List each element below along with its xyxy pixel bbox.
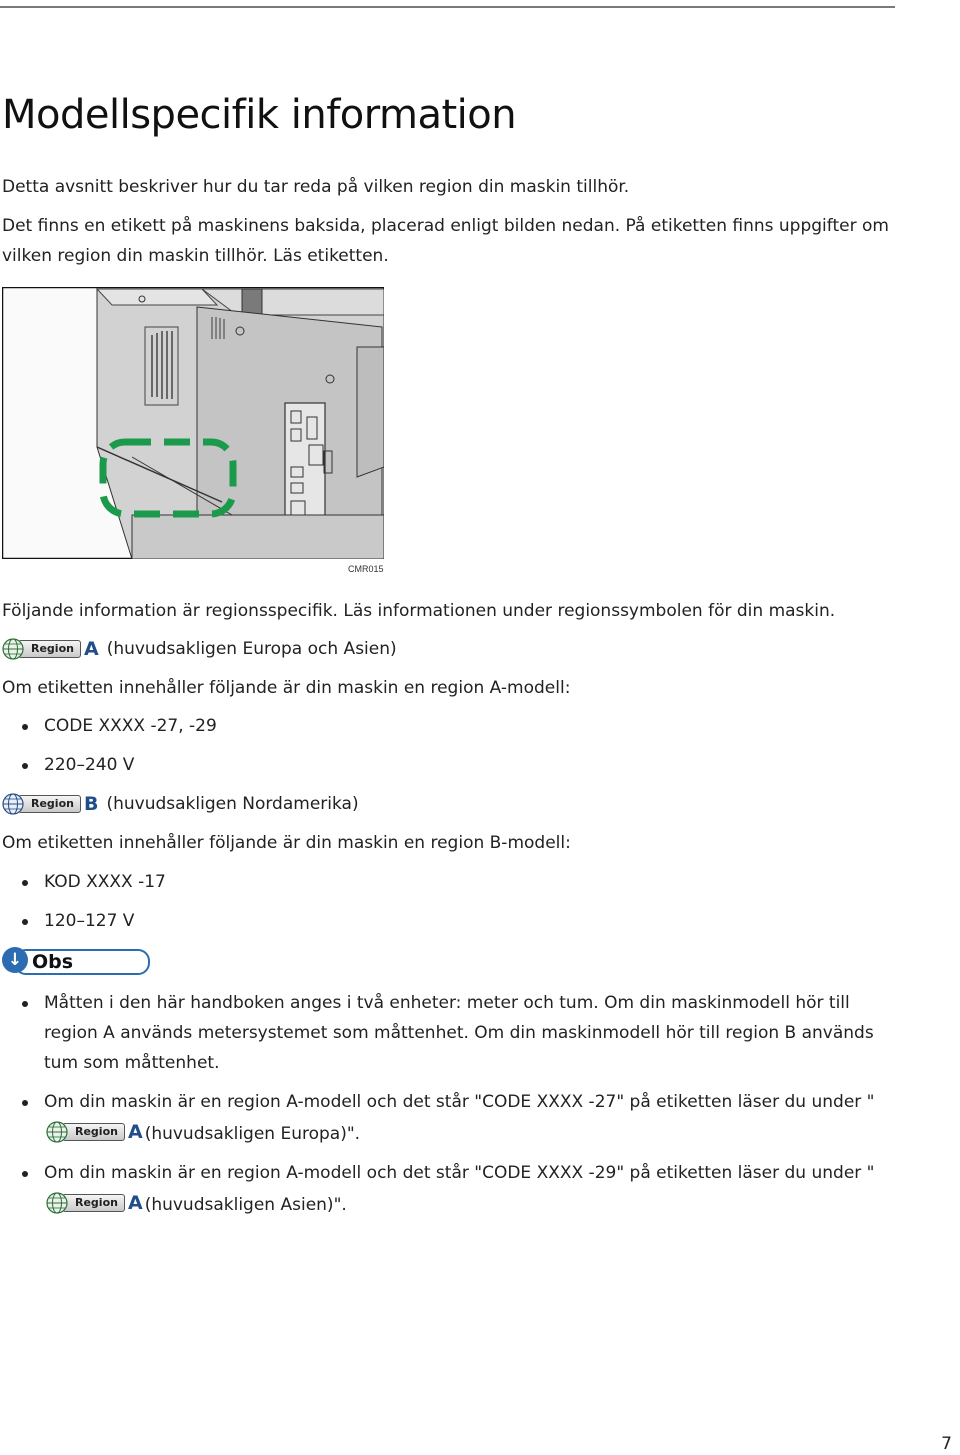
arrow-down-icon: ↓ (2, 947, 28, 973)
list-item: 220–240 V (22, 750, 217, 789)
region-a-letter: A (127, 1121, 143, 1143)
list-item: 120–127 V (22, 906, 166, 945)
obs-label: Obs (32, 951, 74, 973)
region-a-badge (46, 1188, 143, 1218)
intro-line-3: vilken region din maskin tillhör. Läs etiketten. (2, 246, 389, 266)
region-b-list (22, 867, 166, 945)
region-b-description: (huvudsakligen Nordamerika) (106, 794, 359, 814)
note-text: (huvudsakligen Europa)". (144, 1124, 361, 1144)
region-a-heading (2, 634, 397, 664)
region-a-badge (46, 1117, 143, 1147)
region-badge-label: Region (18, 640, 81, 658)
list-item (22, 1158, 892, 1220)
region-a-letter: A (83, 638, 99, 660)
region-b-letter: B (83, 793, 99, 815)
region-badge-label: Region (62, 1123, 125, 1141)
note-text: (huvudsakligen Asien)". (144, 1195, 347, 1215)
intro-line-2: Det finns en etikett på maskinens baksida, placerad enligt bilden nedan. På etiketten finns uppgifter om (2, 216, 889, 236)
region-a-list (22, 711, 217, 789)
region-badge-label: Region (62, 1194, 125, 1212)
obs-note-header (2, 947, 148, 975)
region-a-badge (2, 638, 99, 660)
region-info-text: Följande information är regionsspecifik. Läs informationen under regionssymbolen för din maskin. (2, 601, 836, 621)
list-item: CODE XXXX -27, -29 (22, 711, 217, 750)
figure-label: CMR015 (348, 564, 384, 574)
obs-notes-list (22, 988, 892, 1229)
globe-icon (2, 793, 24, 815)
globe-icon (46, 1121, 68, 1143)
region-a-description: (huvudsakligen Europa och Asien) (106, 639, 397, 659)
intro-line-1: Detta avsnitt beskriver hur du tar reda på vilken region din maskin tillhör. (2, 177, 630, 197)
page-title: Modellspecifik information (2, 92, 517, 138)
region-a-intro: Om etiketten innehåller följande är din maskin en region A-modell: (2, 678, 571, 698)
region-b-badge (2, 793, 98, 815)
note-text: Om din maskin är en region A-modell och det står "CODE XXXX -29" på etiketten läser du under " (44, 1163, 875, 1183)
region-b-heading (2, 789, 359, 819)
list-item (22, 1087, 892, 1149)
region-a-letter: A (127, 1192, 143, 1214)
globe-icon (46, 1192, 68, 1214)
region-badge-label: Region (18, 795, 81, 813)
list-item: KOD XXXX -17 (22, 867, 166, 906)
note-text: Om din maskin är en region A-modell och det står "CODE XXXX -27" på etiketten läser du under " (44, 1092, 875, 1112)
globe-icon (2, 638, 24, 660)
page-number: 7 (941, 1434, 952, 1454)
top-rule (0, 6, 895, 8)
note-text: Måtten i den här handboken anges i två enheter: meter och tum. Om din maskinmodell hör till region A används metersystemet som måttenhet. Om din maskinmodell hör till region B används tum som måttenhet. (44, 993, 874, 1073)
list-item (22, 988, 892, 1078)
region-b-intro: Om etiketten innehåller följande är din maskin en region B-modell: (2, 833, 571, 853)
machine-rear-illustration (2, 287, 384, 559)
